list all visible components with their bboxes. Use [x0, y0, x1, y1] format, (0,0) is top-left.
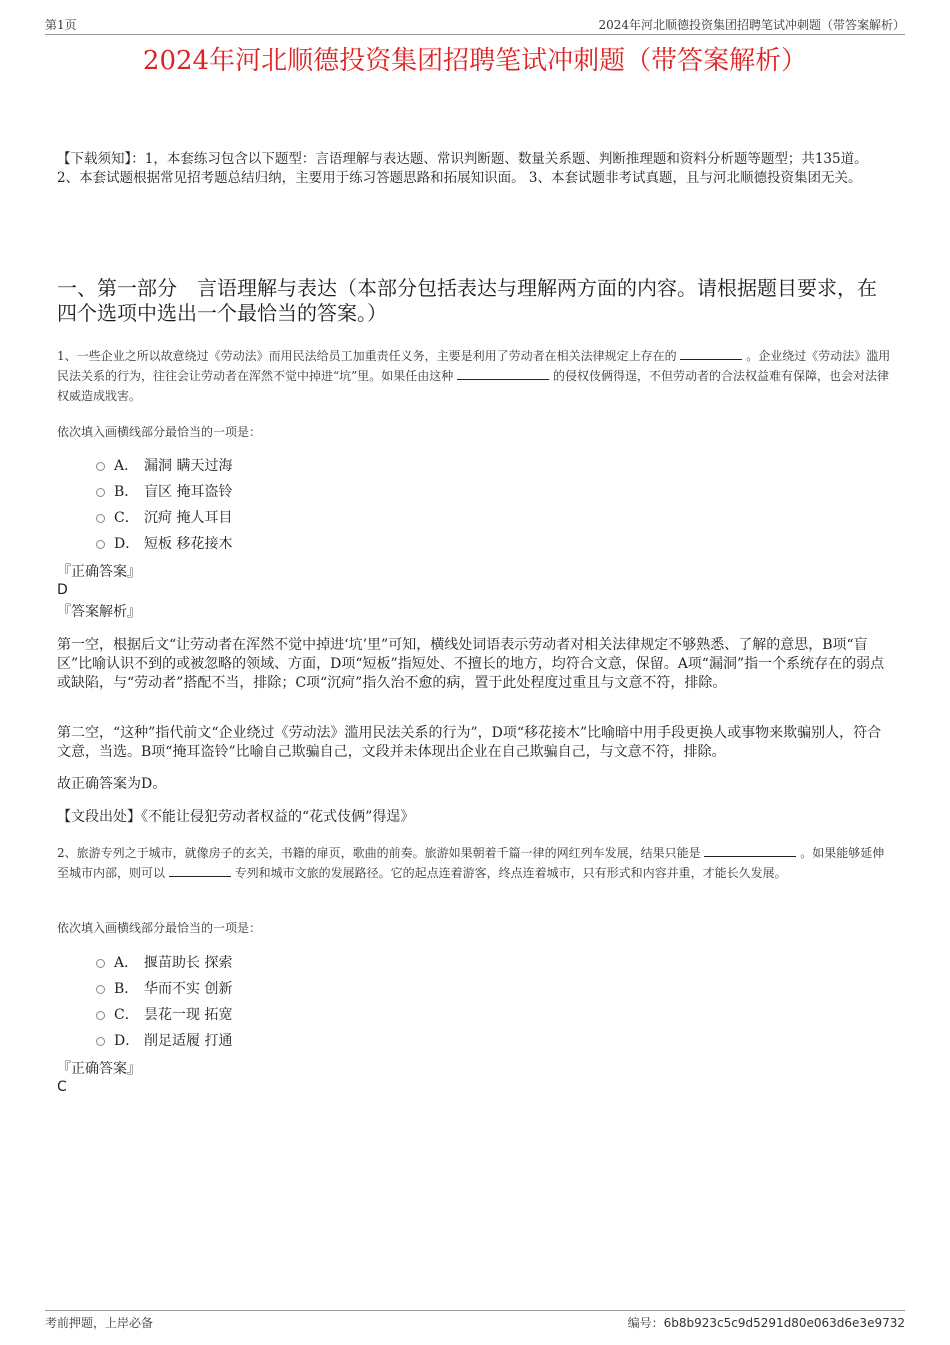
q2-answer: C — [57, 1079, 67, 1095]
download-notice: 【下载须知】：1，本套练习包含以下题型：言语理解与表达题、常识判断题、数量关系题、判断推理题和资料分析题等题型；共135道。 2、本套试题根据常见招考题总结归纳，主要用于练习答题思路和拓展知识面。 3、本套试题非考试真题，且与河北顺德投资集团无关。 — [57, 151, 868, 186]
q1-conclusion: 故正确答案为D。 — [57, 776, 167, 792]
q1-text-part-b: 。企业绕过《劳动法》滥用民法关系的行为，往往会让劳动者在浑然不觉中掉进“坑”里。如果任由这种 — [57, 349, 891, 383]
radio-icon[interactable] — [96, 1037, 105, 1046]
footer-code-value: 6b8b923c5c9d5291d80e063d6e3e9732 — [663, 1316, 905, 1330]
q1-hint: 依次填入画横线部分最恰当的一项是： — [57, 425, 262, 439]
q1-blank-2 — [457, 367, 549, 380]
q1-option-a[interactable]: A． 漏洞 瞒天过海 — [96, 456, 232, 476]
radio-icon[interactable] — [96, 514, 105, 523]
q2-option-d[interactable]: D． 削足适履 打通 — [96, 1031, 232, 1051]
radio-icon[interactable] — [96, 540, 105, 549]
q1-answer: D — [57, 582, 68, 598]
q1-answer-label: 『正确答案』 — [57, 564, 141, 580]
q1-analysis-label: 『答案解析』 — [57, 604, 141, 620]
q1-analysis-paragraph-1: 第一空，根据后文“让劳动者在浑然不觉中掉进‘坑’里”可知，横线处词语表示劳动者对相关法律规定不够熟悉、了解的意思，B项“盲区”比喻认识不到的或被忽略的领域、方面，D项“短板”指短处、不擅长的地方，均符合文意，保留。A项“漏洞”指一个系统存在的弱点或缺陷，与“劳动者”搭配不当，排除；C项“沉疴”指久治不愈的病，置于此处程度过重且与文意不符，排除。 — [57, 637, 885, 691]
q2-blank-1 — [704, 844, 796, 857]
page-header — [45, 14, 905, 35]
q2-blank-2 — [169, 864, 231, 877]
q1-option-d[interactable]: D． 短板 移花接木 — [96, 534, 232, 554]
q1-text-part-c: 的侵权伎俩得逞，不但劳动者的合法权益难有保障，也会对法律权威造成戕害。 — [57, 369, 889, 403]
page-title: 2024年河北顺德投资集团招聘笔试冲刺题（带答案解析） — [142, 46, 808, 76]
question-2-text — [57, 843, 892, 883]
q2-text-part-b: 。如果能够延伸至城市内部，则可以 — [57, 846, 885, 880]
radio-icon[interactable] — [96, 959, 105, 968]
q1-text-part-a: 1、一些企业之所以故意绕过《劳动法》而用民法给员工加重责任义务，主要是利用了劳动者在相关法律规定上存在的 — [57, 349, 677, 363]
q2-option-c[interactable]: C． 昙花一现 拓宽 — [96, 1005, 232, 1025]
radio-icon[interactable] — [96, 1011, 105, 1020]
q2-text-part-c: 专列和城市文旅的发展路径。它的起点连着游客，终点连着城市，只有形式和内容并重，才能长久发展。 — [234, 866, 787, 880]
q1-analysis-paragraph-2: 第二空，“这种”指代前文“企业绕过《劳动法》滥用民法关系的行为”，D项“移花接木”比喻暗中用手段更换人或事物来欺骗别人，符合文意，当选。B项“掩耳盗铃”比喻自己欺骗自己，文段并未体现出企业在自己欺骗自己，与文意不符，排除。 — [57, 725, 882, 760]
radio-icon[interactable] — [96, 985, 105, 994]
page-footer — [45, 1310, 905, 1331]
footer-code — [628, 1314, 905, 1331]
q2-option-b[interactable]: B． 华而不实 创新 — [96, 979, 232, 999]
page-number: 第1页 — [45, 18, 77, 32]
q1-option-c[interactable]: C． 沉疴 掩人耳目 — [96, 508, 232, 528]
q1-blank-1 — [680, 347, 742, 360]
question-1-text — [57, 346, 892, 406]
header-doc-title: 2024年河北顺德投资集团招聘笔试冲刺题（带答案解析） — [598, 18, 905, 32]
q1-option-b[interactable]: B． 盲区 掩耳盗铃 — [96, 482, 232, 502]
q1-source: 【文段出处】《不能让侵犯劳动者权益的“花式伎俩”得逞》 — [57, 809, 415, 825]
footer-slogan: 考前押题，上岸必备 — [45, 1316, 154, 1330]
footer-code-label: 编号： — [627, 1316, 664, 1330]
radio-icon[interactable] — [96, 462, 105, 471]
radio-icon[interactable] — [96, 488, 105, 497]
q2-answer-label: 『正确答案』 — [57, 1061, 141, 1077]
q2-hint: 依次填入画横线部分最恰当的一项是： — [57, 921, 262, 935]
section-title: 一、第一部分 言语理解与表达（本部分包括表达与理解两方面的内容。请根据题目要求，在四个选项中选出一个最恰当的答案。） — [57, 276, 877, 325]
q2-option-a[interactable]: A． 揠苗助长 探索 — [96, 953, 232, 973]
q2-text-part-a: 2、旅游专列之于城市，就像房子的玄关，书籍的扉页，歌曲的前奏。旅游如果朝着千篇一律的网红列车发展，结果只能是 — [57, 846, 701, 860]
